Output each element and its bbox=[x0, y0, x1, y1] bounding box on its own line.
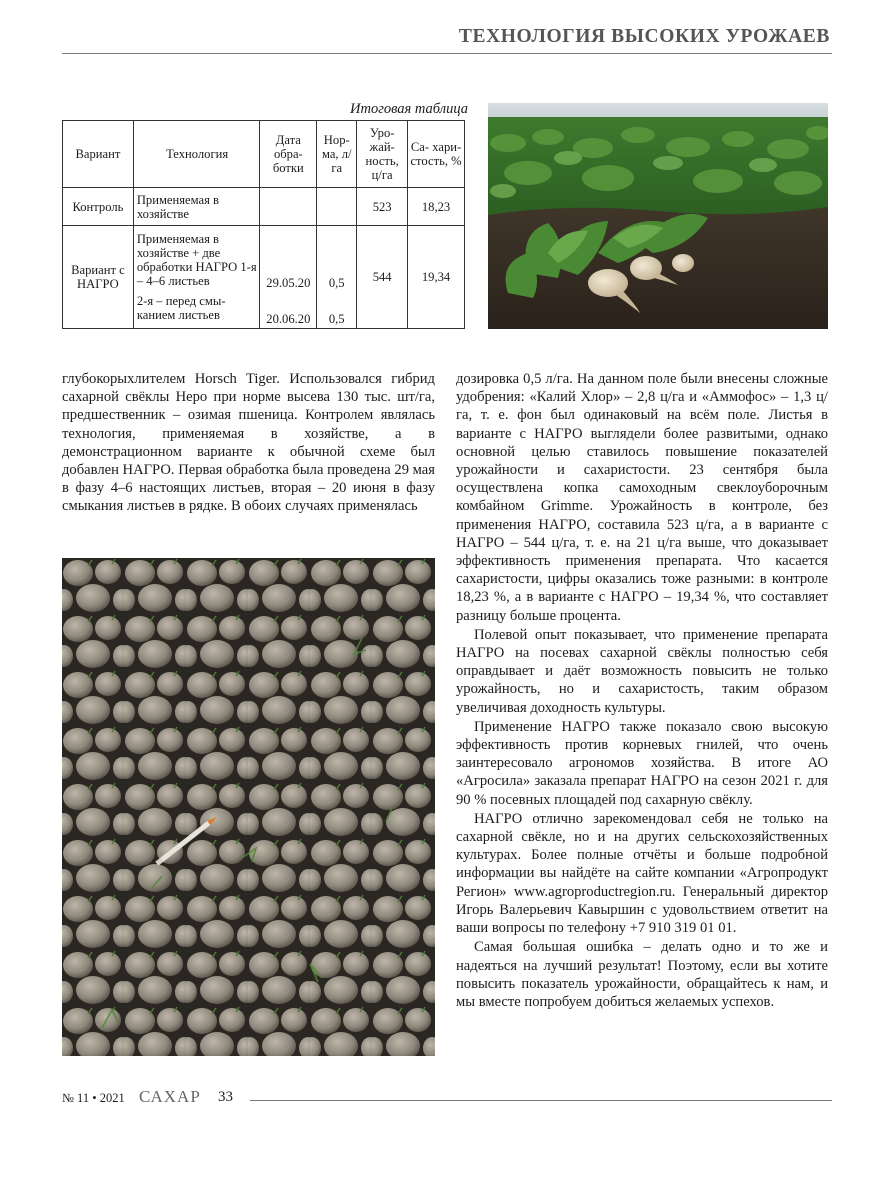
header-norm: Нор- ма, л/га bbox=[317, 121, 357, 188]
beet-field-illustration bbox=[488, 103, 828, 329]
header-sugar: Са- хари- стость, % bbox=[408, 121, 465, 188]
table-row-control bbox=[63, 188, 465, 226]
cell-sugar-control: 18,23 bbox=[408, 188, 465, 226]
page-number: 33 bbox=[218, 1089, 233, 1105]
technology-nagro-first: Применяемая в хозяйстве + две обработки НАГРО 1-я – 4–6 листьев bbox=[136, 232, 257, 288]
harvested-beets-illustration bbox=[62, 558, 435, 1056]
section-title: ТЕХНОЛОГИЯ ВЫСОКИХ УРОЖАЕВ bbox=[458, 26, 830, 47]
header-yield: Уро- жай- ность, ц/га bbox=[357, 121, 408, 188]
beet-field-photo bbox=[488, 103, 828, 329]
cell-technology-nagro bbox=[133, 226, 260, 329]
header-variant: Вариант bbox=[63, 121, 134, 188]
left-paragraph-1: глубокорыхлителем Horsch Tiger. Использовался гибрид сахарной свёклы Неро при норме высева 130 тыс. шт/га, предшественник – озимая пшеница. Контролем являлась технология, применяемая в хозяйстве, а в демонстрационном варианте к обычной схеме был добавлен НАГРО. Первая обработка была проведена 29 мая в фазу 4–6 настоящих листьев, вторая – 20 июня в фазу смыкания листьев в рядке. В обоих случаях применялась bbox=[62, 371, 435, 515]
footer-issue: № 11 • 2021 bbox=[62, 1091, 125, 1105]
date-first: 29.05.20 bbox=[266, 276, 311, 290]
table-header-row bbox=[63, 121, 465, 188]
header-divider bbox=[62, 53, 832, 54]
technology-nagro-second: 2-я – перед смы- канием листьев bbox=[136, 294, 226, 322]
table-caption: Итоговая таблица bbox=[350, 101, 468, 117]
results-table bbox=[62, 120, 465, 329]
right-paragraph-1: дозировка 0,5 л/га. На данном поле были внесены сложные удобрения: «Калий Хлор» – 2,8 ц/га и «Аммофос» – 1,3 ц/га, т. е. фон был одинаковый на всём поле. Листья в варианте с НАГРО выглядели более развитыми, однако основной целью ставилось повышение показателей урожайности и сахаристости. 23 сентября была осуществлена копка самоходным свеклоуборочным комбайном Grimme. Урожайность в контроле, без применения НАГРО, составила 523 ц/га, а в варианте с НАГРО – 544 ц/га, т. е. на 21 ц/га выше, что доказывает эффективность применения препарата. Что касается сахаристости, цифры оказались тоже разными: в контроле 18,23 %, а в варианте с НАГРО – 19,34 %, что составляет разницу больше процента. bbox=[456, 371, 828, 624]
cell-date-nagro bbox=[260, 226, 317, 329]
footer-divider bbox=[250, 1100, 832, 1101]
norm-second: 0,5 bbox=[328, 312, 345, 326]
cell-yield-control: 523 bbox=[357, 188, 408, 226]
header-technology: Технология bbox=[133, 121, 260, 188]
header-date: Дата обра- ботки bbox=[260, 121, 317, 188]
cell-technology-control: Применяемая в хозяйстве bbox=[133, 188, 260, 226]
cell-yield-nagro: 544 bbox=[357, 226, 408, 329]
norm-first: 0,5 bbox=[328, 276, 345, 290]
footer-magazine-name: САХАР bbox=[139, 1087, 201, 1106]
cell-variant-nagro: Вариант с НАГРО bbox=[63, 226, 134, 329]
right-paragraph-3: Применение НАГРО также показало свою высокую эффективность против корневых гнилей, что очень заинтересовало агрономов хозяйства. В итоге АО «Агросила» заказала препарат НАГРО на сезон 2021 г. для 90 % посевных площадей под сахарную свёклу. bbox=[456, 718, 828, 808]
left-text-column bbox=[62, 370, 435, 516]
cell-sugar-nagro: 19,34 bbox=[408, 226, 465, 329]
cell-norm-nagro bbox=[317, 226, 357, 329]
date-second: 20.06.20 bbox=[266, 312, 311, 326]
table-row-nagro bbox=[63, 226, 465, 329]
cell-variant-control: Контроль bbox=[63, 188, 134, 226]
cell-date-control bbox=[260, 188, 317, 226]
harvested-beets-photo bbox=[62, 558, 435, 1056]
right-paragraph-4: НАГРО отлично зарекомендовал себя не только на сахарной свёкле, но и на других сельскохозяйственных культурах. Более полные отчёты и больше подробной информации вы найдёте на сайте компании «Агропродукт Регион» www.agroproductregion.ru. Генеральный директор Игорь Валерьевич Кавыршин с удовольствием ответит на ваши вопросы по телефону +7 910 319 01 01. bbox=[456, 810, 828, 937]
cell-norm-control bbox=[317, 188, 357, 226]
right-text-column bbox=[456, 370, 828, 1011]
right-paragraph-2: Полевой опыт показывает, что применение препарата НАГРО на посевах сахарной свёклы полностью себя оправдывает и даёт возможность повысить не только урожайность, но и сахаристость, таким образом увеличивая доходность культуры. bbox=[456, 626, 828, 716]
right-paragraph-5: Самая большая ошибка – делать одно и то же и надеяться на лучший результат! Поэтому, если вы хотите повысить показатель урожайности, обращайтесь к нам, и мы вместе попробуем добиться желаемых успехов. bbox=[456, 939, 828, 1010]
